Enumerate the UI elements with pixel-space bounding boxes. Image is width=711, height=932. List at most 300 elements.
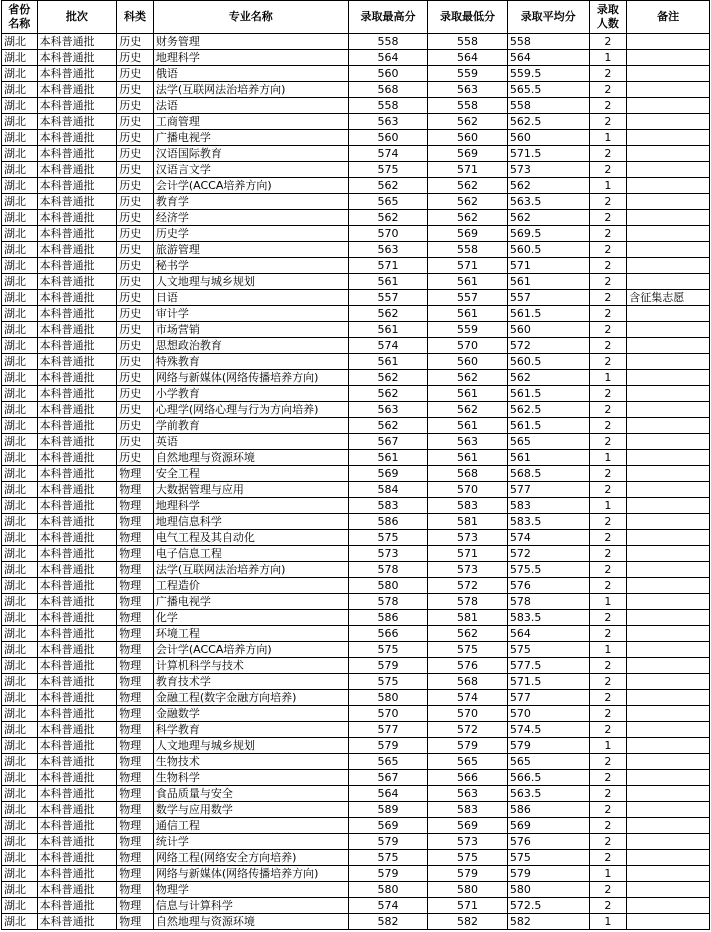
note-cell (627, 802, 710, 818)
category-cell: 历史 (117, 450, 154, 466)
major-cell: 计算机科学与技术 (153, 658, 348, 674)
province-cell: 湖北 (2, 114, 38, 130)
batch-cell: 本科普通批 (37, 658, 117, 674)
header-count-line2: 人数 (596, 17, 619, 30)
max-score-cell: 562 (348, 370, 428, 386)
note-cell (627, 242, 710, 258)
table-row (2, 34, 710, 50)
admission-scores-table (1, 0, 710, 930)
category-cell: 历史 (117, 402, 154, 418)
province-cell: 湖北 (2, 386, 38, 402)
major-cell: 网络工程(网络安全方向培养) (153, 850, 348, 866)
province-cell: 湖北 (2, 338, 38, 354)
note-cell (627, 914, 710, 930)
province-cell: 湖北 (2, 370, 38, 386)
count-cell: 1 (589, 642, 627, 658)
min-score-cell: 568 (428, 674, 508, 690)
max-score-cell: 589 (348, 802, 428, 818)
note-cell (627, 66, 710, 82)
batch-cell: 本科普通批 (37, 242, 117, 258)
max-score-cell: 573 (348, 546, 428, 562)
major-cell: 广播电视学 (153, 594, 348, 610)
count-cell: 1 (589, 50, 627, 66)
max-score-cell: 562 (348, 418, 428, 434)
category-cell: 物理 (117, 658, 154, 674)
avg-score-cell: 572.5 (507, 898, 589, 914)
batch-cell: 本科普通批 (37, 546, 117, 562)
count-cell: 2 (589, 162, 627, 178)
batch-cell: 本科普通批 (37, 114, 117, 130)
category-cell: 物理 (117, 546, 154, 562)
note-cell (627, 34, 710, 50)
batch-cell: 本科普通批 (37, 882, 117, 898)
avg-score-cell: 570 (507, 706, 589, 722)
batch-cell: 本科普通批 (37, 802, 117, 818)
major-cell: 会计学(ACCA培养方向) (153, 642, 348, 658)
note-cell (627, 642, 710, 658)
note-cell (627, 626, 710, 642)
batch-cell: 本科普通批 (37, 98, 117, 114)
table-row (2, 850, 710, 866)
batch-cell: 本科普通批 (37, 370, 117, 386)
province-cell: 湖北 (2, 802, 38, 818)
avg-score-cell: 561.5 (507, 386, 589, 402)
batch-cell: 本科普通批 (37, 610, 117, 626)
batch-cell: 本科普通批 (37, 834, 117, 850)
max-score-cell: 574 (348, 146, 428, 162)
batch-cell: 本科普通批 (37, 466, 117, 482)
table-row (2, 338, 710, 354)
major-cell: 网络与新媒体(网络传播培养方向) (153, 370, 348, 386)
avg-score-cell: 561.5 (507, 306, 589, 322)
header-row (2, 1, 710, 34)
province-cell: 湖北 (2, 738, 38, 754)
major-cell: 历史学 (153, 226, 348, 242)
major-cell: 电气工程及其自动化 (153, 530, 348, 546)
major-cell: 自然地理与资源环境 (153, 450, 348, 466)
avg-score-cell: 560.5 (507, 242, 589, 258)
min-score-cell: 573 (428, 834, 508, 850)
batch-cell: 本科普通批 (37, 482, 117, 498)
province-cell: 湖北 (2, 482, 38, 498)
table-row (2, 50, 710, 66)
avg-score-cell: 579 (507, 866, 589, 882)
batch-cell: 本科普通批 (37, 562, 117, 578)
category-cell: 历史 (117, 322, 154, 338)
table-row (2, 434, 710, 450)
min-score-cell: 578 (428, 594, 508, 610)
major-cell: 工程造价 (153, 578, 348, 594)
major-cell: 人文地理与城乡规划 (153, 738, 348, 754)
table-row (2, 834, 710, 850)
count-cell: 2 (589, 818, 627, 834)
count-cell: 1 (589, 370, 627, 386)
note-cell (627, 130, 710, 146)
avg-score-cell: 575.5 (507, 562, 589, 578)
count-cell: 2 (589, 674, 627, 690)
min-score-cell: 558 (428, 34, 508, 50)
avg-score-cell: 560 (507, 322, 589, 338)
table-row (2, 658, 710, 674)
table-row (2, 306, 710, 322)
note-cell (627, 770, 710, 786)
min-score-cell: 559 (428, 322, 508, 338)
batch-cell: 本科普通批 (37, 34, 117, 50)
note-cell (627, 146, 710, 162)
min-score-cell: 562 (428, 402, 508, 418)
avg-score-cell: 561 (507, 274, 589, 290)
major-cell: 信息与计算科学 (153, 898, 348, 914)
count-cell: 2 (589, 802, 627, 818)
max-score-cell: 579 (348, 738, 428, 754)
province-cell: 湖北 (2, 578, 38, 594)
major-cell: 思想政治教育 (153, 338, 348, 354)
avg-score-cell: 575 (507, 642, 589, 658)
major-cell: 统计学 (153, 834, 348, 850)
category-cell: 历史 (117, 274, 154, 290)
category-cell: 历史 (117, 418, 154, 434)
category-cell: 物理 (117, 850, 154, 866)
note-cell (627, 706, 710, 722)
count-cell: 2 (589, 850, 627, 866)
max-score-cell: 561 (348, 450, 428, 466)
max-score-cell: 562 (348, 178, 428, 194)
max-score-cell: 562 (348, 306, 428, 322)
max-score-cell: 571 (348, 258, 428, 274)
note-cell (627, 370, 710, 386)
table-row (2, 82, 710, 98)
province-cell: 湖北 (2, 290, 38, 306)
table-header (2, 1, 710, 34)
category-cell: 物理 (117, 674, 154, 690)
province-cell: 湖北 (2, 418, 38, 434)
batch-cell: 本科普通批 (37, 306, 117, 322)
table-row (2, 482, 710, 498)
batch-cell: 本科普通批 (37, 274, 117, 290)
table-row (2, 130, 710, 146)
table-row (2, 146, 710, 162)
batch-cell: 本科普通批 (37, 178, 117, 194)
min-score-cell: 571 (428, 898, 508, 914)
batch-cell: 本科普通批 (37, 690, 117, 706)
min-score-cell: 570 (428, 706, 508, 722)
min-score-cell: 583 (428, 498, 508, 514)
note-cell (627, 418, 710, 434)
count-cell: 2 (589, 434, 627, 450)
province-cell: 湖北 (2, 690, 38, 706)
avg-score-cell: 583.5 (507, 514, 589, 530)
count-cell: 2 (589, 610, 627, 626)
note-cell (627, 722, 710, 738)
max-score-cell: 586 (348, 610, 428, 626)
major-cell: 法语 (153, 98, 348, 114)
batch-cell: 本科普通批 (37, 418, 117, 434)
note-cell (627, 178, 710, 194)
table-row (2, 786, 710, 802)
batch-cell: 本科普通批 (37, 642, 117, 658)
major-cell: 通信工程 (153, 818, 348, 834)
header-avg-score: 录取平均分 (507, 1, 589, 34)
min-score-cell: 583 (428, 802, 508, 818)
major-cell: 特殊教育 (153, 354, 348, 370)
max-score-cell: 579 (348, 866, 428, 882)
table-row (2, 738, 710, 754)
count-cell: 1 (589, 450, 627, 466)
major-cell: 地理科学 (153, 50, 348, 66)
avg-score-cell: 558 (507, 34, 589, 50)
min-score-cell: 558 (428, 242, 508, 258)
min-score-cell: 572 (428, 578, 508, 594)
count-cell: 2 (589, 210, 627, 226)
major-cell: 工商管理 (153, 114, 348, 130)
max-score-cell: 582 (348, 914, 428, 930)
category-cell: 物理 (117, 914, 154, 930)
count-cell: 2 (589, 562, 627, 578)
avg-score-cell: 565 (507, 434, 589, 450)
major-cell: 审计学 (153, 306, 348, 322)
count-cell: 2 (589, 882, 627, 898)
category-cell: 物理 (117, 738, 154, 754)
max-score-cell: 569 (348, 818, 428, 834)
category-cell: 物理 (117, 818, 154, 834)
avg-score-cell: 572 (507, 338, 589, 354)
note-cell (627, 882, 710, 898)
major-cell: 汉语言文学 (153, 162, 348, 178)
province-cell: 湖北 (2, 434, 38, 450)
category-cell: 物理 (117, 754, 154, 770)
min-score-cell: 571 (428, 162, 508, 178)
batch-cell: 本科普通批 (37, 82, 117, 98)
max-score-cell: 577 (348, 722, 428, 738)
major-cell: 日语 (153, 290, 348, 306)
table-row (2, 194, 710, 210)
max-score-cell: 580 (348, 882, 428, 898)
batch-cell: 本科普通批 (37, 226, 117, 242)
note-cell (627, 658, 710, 674)
table-row (2, 626, 710, 642)
major-cell: 环境工程 (153, 626, 348, 642)
table-row (2, 498, 710, 514)
min-score-cell: 559 (428, 66, 508, 82)
max-score-cell: 579 (348, 834, 428, 850)
count-cell: 2 (589, 66, 627, 82)
count-cell: 2 (589, 306, 627, 322)
province-cell: 湖北 (2, 914, 38, 930)
header-min-score: 录取最低分 (428, 1, 508, 34)
avg-score-cell: 562 (507, 370, 589, 386)
max-score-cell: 565 (348, 754, 428, 770)
avg-score-cell: 574.5 (507, 722, 589, 738)
max-score-cell: 575 (348, 642, 428, 658)
major-cell: 旅游管理 (153, 242, 348, 258)
count-cell: 2 (589, 226, 627, 242)
province-cell: 湖北 (2, 786, 38, 802)
batch-cell: 本科普通批 (37, 194, 117, 210)
header-major: 专业名称 (153, 1, 348, 34)
count-cell: 2 (589, 258, 627, 274)
avg-score-cell: 564 (507, 626, 589, 642)
major-cell: 生物技术 (153, 754, 348, 770)
table-row (2, 722, 710, 738)
note-cell (627, 210, 710, 226)
category-cell: 物理 (117, 610, 154, 626)
province-cell: 湖北 (2, 34, 38, 50)
province-cell: 湖北 (2, 466, 38, 482)
max-score-cell: 558 (348, 34, 428, 50)
province-cell: 湖北 (2, 866, 38, 882)
count-cell: 2 (589, 690, 627, 706)
note-cell (627, 322, 710, 338)
avg-score-cell: 575 (507, 850, 589, 866)
major-cell: 汉语国际教育 (153, 146, 348, 162)
category-cell: 物理 (117, 642, 154, 658)
province-cell: 湖北 (2, 898, 38, 914)
batch-cell: 本科普通批 (37, 786, 117, 802)
note-cell (627, 226, 710, 242)
batch-cell: 本科普通批 (37, 770, 117, 786)
count-cell: 1 (589, 178, 627, 194)
count-cell: 1 (589, 130, 627, 146)
avg-score-cell: 563.5 (507, 194, 589, 210)
count-cell: 2 (589, 466, 627, 482)
note-cell (627, 850, 710, 866)
header-count-line1: 录取 (596, 3, 619, 16)
major-cell: 法学(互联网法治培养方向) (153, 562, 348, 578)
min-score-cell: 557 (428, 290, 508, 306)
note-cell (627, 434, 710, 450)
province-cell: 湖北 (2, 130, 38, 146)
max-score-cell: 561 (348, 322, 428, 338)
batch-cell: 本科普通批 (37, 434, 117, 450)
batch-cell: 本科普通批 (37, 258, 117, 274)
province-cell: 湖北 (2, 274, 38, 290)
min-score-cell: 570 (428, 338, 508, 354)
batch-cell: 本科普通批 (37, 674, 117, 690)
major-cell: 会计学(ACCA培养方向) (153, 178, 348, 194)
avg-score-cell: 582 (507, 914, 589, 930)
count-cell: 1 (589, 498, 627, 514)
table-row (2, 674, 710, 690)
avg-score-cell: 571.5 (507, 146, 589, 162)
category-cell: 历史 (117, 114, 154, 130)
note-cell (627, 386, 710, 402)
batch-cell: 本科普通批 (37, 66, 117, 82)
min-score-cell: 571 (428, 258, 508, 274)
province-cell: 湖北 (2, 834, 38, 850)
count-cell: 2 (589, 530, 627, 546)
province-cell: 湖北 (2, 322, 38, 338)
major-cell: 小学教育 (153, 386, 348, 402)
major-cell: 市场营销 (153, 322, 348, 338)
batch-cell: 本科普通批 (37, 754, 117, 770)
count-cell: 2 (589, 386, 627, 402)
note-cell (627, 530, 710, 546)
category-cell: 历史 (117, 386, 154, 402)
category-cell: 物理 (117, 866, 154, 882)
table-row (2, 226, 710, 242)
min-score-cell: 573 (428, 562, 508, 578)
header-note: 备注 (627, 1, 710, 34)
max-score-cell: 575 (348, 530, 428, 546)
min-score-cell: 569 (428, 226, 508, 242)
major-cell: 英语 (153, 434, 348, 450)
min-score-cell: 571 (428, 546, 508, 562)
max-score-cell: 584 (348, 482, 428, 498)
avg-score-cell: 560.5 (507, 354, 589, 370)
table-row (2, 706, 710, 722)
note-cell: 含征集志愿 (627, 290, 710, 306)
category-cell: 历史 (117, 98, 154, 114)
province-cell: 湖北 (2, 178, 38, 194)
province-cell: 湖北 (2, 594, 38, 610)
category-cell: 物理 (117, 626, 154, 642)
major-cell: 教育技术学 (153, 674, 348, 690)
major-cell: 网络与新媒体(网络传播培养方向) (153, 866, 348, 882)
avg-score-cell: 574 (507, 530, 589, 546)
province-cell: 湖北 (2, 450, 38, 466)
table-row (2, 530, 710, 546)
major-cell: 经济学 (153, 210, 348, 226)
note-cell (627, 258, 710, 274)
table-row (2, 66, 710, 82)
province-cell: 湖北 (2, 658, 38, 674)
province-cell: 湖北 (2, 514, 38, 530)
min-score-cell: 569 (428, 818, 508, 834)
province-cell: 湖北 (2, 722, 38, 738)
table-row (2, 98, 710, 114)
category-cell: 物理 (117, 802, 154, 818)
avg-score-cell: 562 (507, 178, 589, 194)
major-cell: 俄语 (153, 66, 348, 82)
note-cell (627, 578, 710, 594)
count-cell: 2 (589, 194, 627, 210)
province-cell: 湖北 (2, 50, 38, 66)
province-cell: 湖北 (2, 882, 38, 898)
category-cell: 历史 (117, 50, 154, 66)
category-cell: 历史 (117, 338, 154, 354)
count-cell: 1 (589, 866, 627, 882)
table-row (2, 690, 710, 706)
table-row (2, 418, 710, 434)
table-row (2, 610, 710, 626)
major-cell: 心理学(网络心理与行为方向培养) (153, 402, 348, 418)
count-cell: 2 (589, 482, 627, 498)
major-cell: 数学与应用数学 (153, 802, 348, 818)
major-cell: 人文地理与城乡规划 (153, 274, 348, 290)
avg-score-cell: 571.5 (507, 674, 589, 690)
major-cell: 学前教育 (153, 418, 348, 434)
province-cell: 湖北 (2, 530, 38, 546)
count-cell: 2 (589, 658, 627, 674)
header-province-line2: 名称 (8, 17, 31, 30)
category-cell: 历史 (117, 210, 154, 226)
count-cell: 2 (589, 242, 627, 258)
max-score-cell: 567 (348, 770, 428, 786)
header-count (589, 1, 627, 34)
avg-score-cell: 558 (507, 98, 589, 114)
major-cell: 教育学 (153, 194, 348, 210)
avg-score-cell: 565 (507, 754, 589, 770)
note-cell (627, 610, 710, 626)
max-score-cell: 579 (348, 658, 428, 674)
batch-cell: 本科普通批 (37, 210, 117, 226)
min-score-cell: 574 (428, 690, 508, 706)
major-cell: 科学教育 (153, 722, 348, 738)
count-cell: 2 (589, 322, 627, 338)
table-row (2, 178, 710, 194)
category-cell: 历史 (117, 226, 154, 242)
batch-cell: 本科普通批 (37, 50, 117, 66)
